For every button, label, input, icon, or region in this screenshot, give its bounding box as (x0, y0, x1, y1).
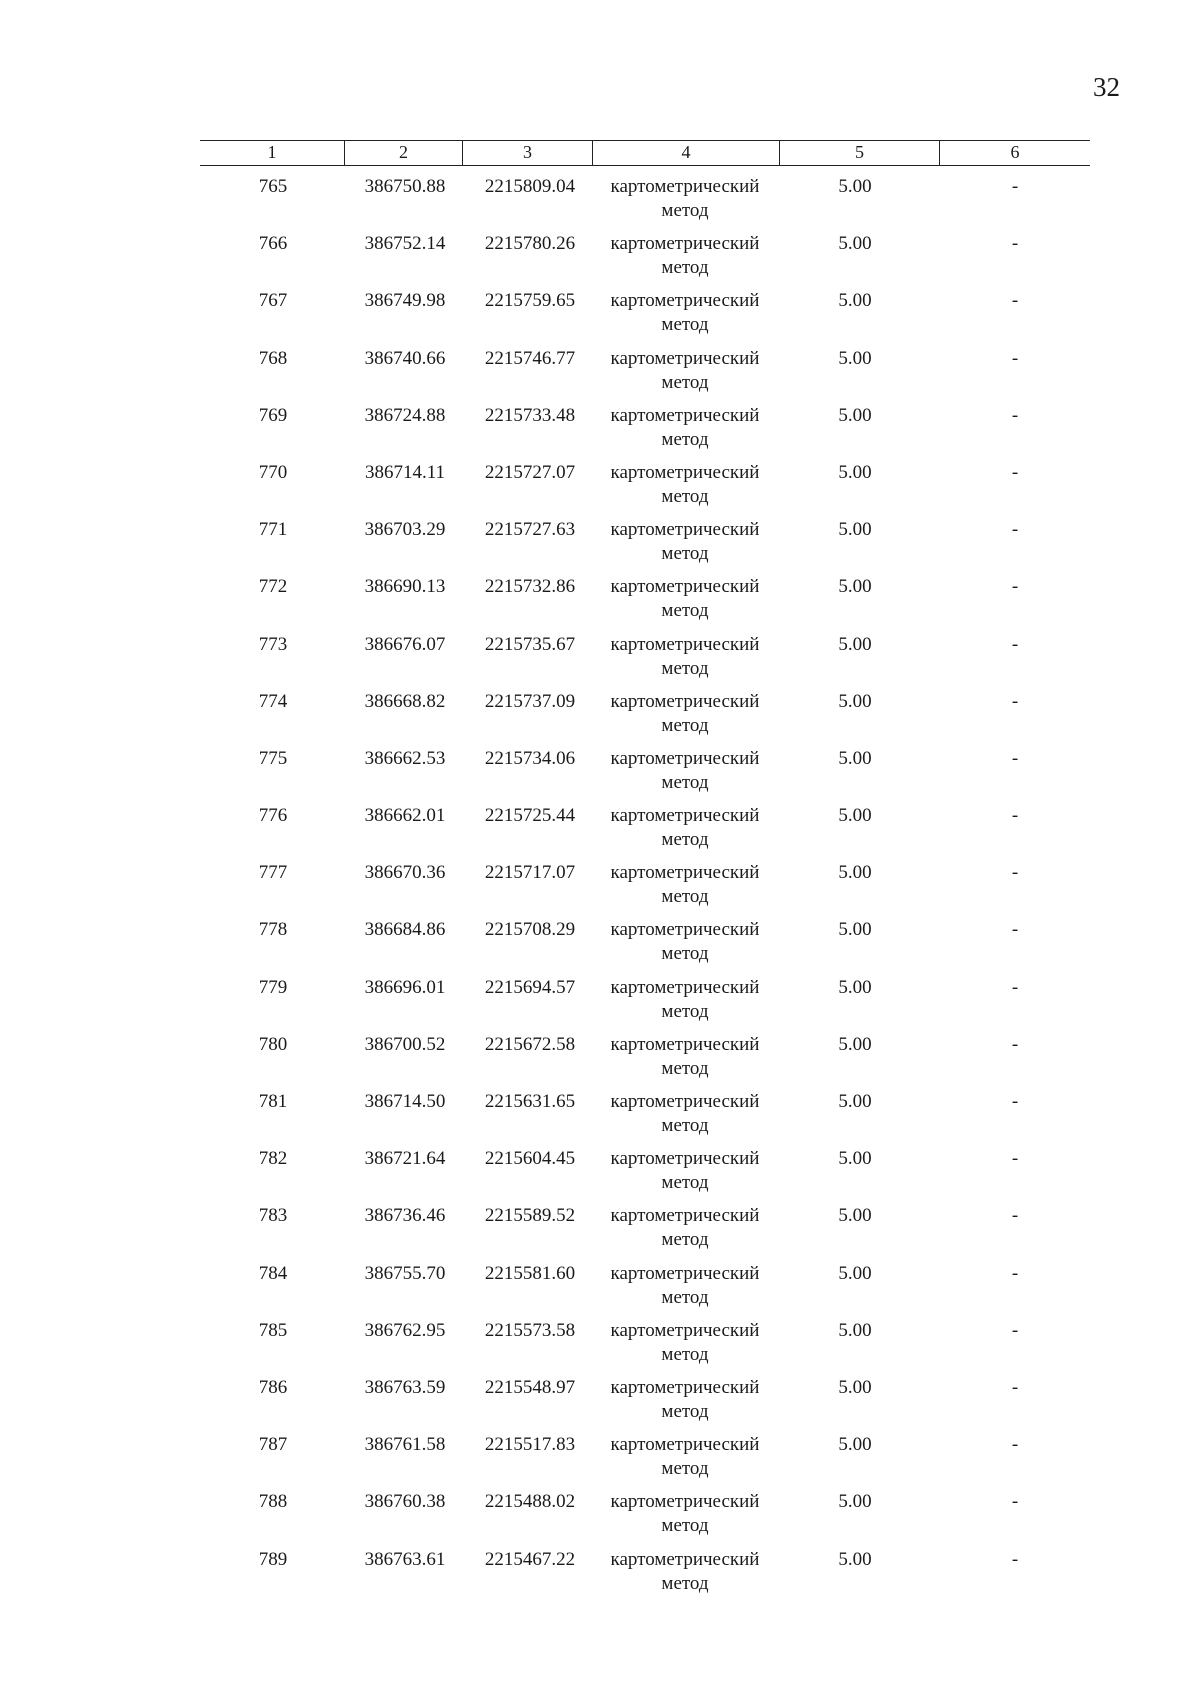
method-line-1: картометрический (610, 747, 760, 769)
method-line-2: метод (661, 714, 709, 736)
accuracy-value: 5.00 (838, 1491, 872, 1513)
accuracy-value: 5.00 (838, 576, 872, 598)
method-line-1: картометрический (610, 176, 760, 197)
method-line-2: метод (661, 314, 709, 336)
coord-y: 2215725.44 (484, 805, 576, 827)
coord-y: 2215488.02 (484, 1491, 576, 1513)
note-value: - (1011, 347, 1019, 369)
method-cell (595, 1376, 775, 1424)
header-col-5: 5 (780, 141, 940, 165)
point-number: 767 (258, 290, 288, 312)
coord-x: 386714.50 (364, 1091, 446, 1112)
note-value: - (1011, 461, 1019, 483)
accuracy-value: 5.00 (838, 1091, 872, 1112)
point-number: 787 (258, 1434, 288, 1456)
method-line-2: метод (661, 1000, 709, 1022)
method-line-1: картометрический (610, 404, 760, 426)
table-row (0, 518, 1200, 575)
coord-x: 386763.61 (364, 1548, 446, 1570)
note-value: - (1011, 1262, 1019, 1284)
method-line-1: картометрический (610, 461, 760, 483)
coord-x: 386755.70 (364, 1262, 446, 1284)
table-row (0, 1262, 1200, 1319)
coord-y: 2215517.83 (484, 1434, 576, 1456)
point-number: 783 (258, 1205, 288, 1227)
method-line-2: метод (661, 657, 709, 679)
method-line-1: картометрический (610, 290, 760, 312)
table-row (0, 1033, 1200, 1090)
coord-y: 2215581.60 (484, 1262, 576, 1284)
accuracy-value: 5.00 (838, 976, 872, 998)
table-row (0, 690, 1200, 747)
coord-y: 2215708.29 (484, 919, 576, 941)
note-value: - (1011, 290, 1019, 312)
accuracy-value: 5.00 (838, 1262, 872, 1284)
point-number: 770 (258, 461, 288, 483)
point-number: 773 (258, 633, 288, 655)
point-number: 778 (258, 919, 288, 941)
method-line-2: метод (661, 428, 709, 450)
note-value: - (1011, 1205, 1019, 1227)
method-line-1: картометрический (610, 919, 760, 941)
method-cell (595, 1090, 775, 1138)
table-row (0, 804, 1200, 861)
accuracy-value: 5.00 (838, 633, 872, 655)
method-line-2: метод (661, 1229, 709, 1251)
coord-x: 386714.11 (364, 461, 446, 483)
coord-x: 386662.01 (364, 805, 446, 827)
coord-x: 386740.66 (364, 347, 446, 369)
point-number: 784 (258, 1262, 288, 1284)
method-line-2: метод (661, 1172, 709, 1194)
table-row (0, 1490, 1200, 1547)
point-number: 772 (258, 576, 288, 598)
method-line-2: метод (661, 1515, 709, 1537)
accuracy-value: 5.00 (838, 919, 872, 941)
method-line-1: картометрический (610, 519, 760, 541)
method-line-1: картометрический (610, 347, 760, 369)
method-cell (595, 1548, 775, 1596)
method-line-1: картометрический (610, 1434, 760, 1456)
method-line-1: картометрический (610, 1376, 760, 1398)
coord-y: 2215631.65 (484, 1091, 576, 1112)
accuracy-value: 5.00 (838, 1148, 872, 1170)
accuracy-value: 5.00 (838, 461, 872, 483)
note-value: - (1011, 1548, 1019, 1570)
method-cell (595, 1490, 775, 1538)
method-line-1: картометрический (610, 1148, 760, 1170)
note-value: - (1011, 633, 1019, 655)
point-number: 782 (258, 1148, 288, 1170)
coord-x: 386670.36 (364, 862, 446, 884)
header-col-6: 6 (1010, 142, 1020, 162)
method-cell (595, 976, 775, 1024)
table-row (0, 347, 1200, 404)
table-row (0, 918, 1200, 975)
accuracy-value: 5.00 (838, 1434, 872, 1456)
table-row (0, 1090, 1200, 1147)
point-number: 788 (258, 1491, 288, 1513)
method-cell (595, 289, 775, 337)
method-line-2: метод (661, 829, 709, 851)
accuracy-value: 5.00 (838, 233, 872, 255)
accuracy-value: 5.00 (838, 1205, 872, 1227)
point-number: 786 (258, 1376, 288, 1398)
coord-y: 2215727.63 (484, 519, 576, 541)
point-number: 768 (258, 347, 288, 369)
coord-y: 2215672.58 (484, 1033, 576, 1055)
table-row (0, 976, 1200, 1033)
coord-x: 386750.88 (364, 176, 446, 197)
method-line-1: картометрический (610, 1262, 760, 1284)
coord-x: 386676.07 (364, 633, 446, 655)
method-line-2: метод (661, 943, 709, 965)
coord-y: 2215746.77 (484, 347, 576, 369)
method-line-1: картометрический (610, 805, 760, 827)
coord-y: 2215759.65 (484, 290, 576, 312)
method-line-1: картометрический (610, 1205, 760, 1227)
coord-y: 2215467.22 (484, 1548, 576, 1570)
note-value: - (1011, 976, 1019, 998)
accuracy-value: 5.00 (838, 1033, 872, 1055)
coord-x: 386700.52 (364, 1033, 446, 1055)
page-number: 32 (1093, 72, 1120, 102)
method-cell (595, 347, 775, 395)
note-value: - (1011, 1376, 1019, 1398)
accuracy-value: 5.00 (838, 519, 872, 541)
note-value: - (1011, 690, 1019, 712)
table-row (0, 289, 1200, 346)
table-row (0, 175, 1200, 232)
method-line-1: картометрический (610, 1033, 760, 1055)
coord-y: 2215573.58 (484, 1319, 576, 1341)
note-value: - (1011, 747, 1019, 769)
note-value: - (1011, 1491, 1019, 1513)
accuracy-value: 5.00 (838, 1376, 872, 1398)
method-line-2: метод (661, 1400, 709, 1422)
method-line-2: метод (661, 371, 709, 393)
method-cell (595, 918, 775, 966)
method-cell (595, 461, 775, 509)
table-row (0, 1204, 1200, 1261)
table-row (0, 404, 1200, 461)
note-value: - (1011, 1434, 1019, 1456)
coord-x: 386696.01 (364, 976, 446, 998)
point-number: 775 (258, 747, 288, 769)
coord-x: 386668.82 (364, 690, 446, 712)
table-row (0, 1319, 1200, 1376)
method-cell (595, 1204, 775, 1252)
method-line-2: метод (661, 1458, 709, 1480)
coord-x: 386760.38 (364, 1491, 446, 1513)
method-line-2: метод (661, 886, 709, 908)
header-col-2: 2 (345, 141, 463, 165)
coord-x: 386762.95 (364, 1319, 446, 1341)
coord-y: 2215735.67 (484, 633, 576, 655)
coord-y: 2215734.06 (484, 747, 576, 769)
method-line-2: метод (661, 1057, 709, 1079)
method-cell (595, 861, 775, 909)
table-row (0, 232, 1200, 289)
accuracy-value: 5.00 (838, 176, 872, 197)
table-row (0, 1376, 1200, 1433)
method-cell (595, 690, 775, 738)
note-value: - (1011, 404, 1019, 426)
table-header (200, 140, 1090, 166)
method-line-1: картометрический (610, 233, 760, 255)
method-line-2: метод (661, 1343, 709, 1365)
note-value: - (1011, 576, 1019, 598)
method-cell (595, 575, 775, 623)
method-cell (595, 633, 775, 681)
point-number: 769 (258, 404, 288, 426)
note-value: - (1011, 1148, 1019, 1170)
point-number: 766 (258, 233, 288, 255)
method-line-1: картометрический (610, 862, 760, 884)
coord-y: 2215809.04 (484, 176, 576, 197)
accuracy-value: 5.00 (838, 1319, 872, 1341)
point-number: 781 (258, 1091, 288, 1112)
accuracy-value: 5.00 (838, 347, 872, 369)
point-number: 765 (258, 176, 288, 197)
table-row (0, 747, 1200, 804)
accuracy-value: 5.00 (838, 690, 872, 712)
coord-y: 2215737.09 (484, 690, 576, 712)
method-cell (595, 1262, 775, 1310)
point-number: 771 (258, 519, 288, 541)
method-line-1: картометрический (610, 633, 760, 655)
coord-x: 386721.64 (364, 1148, 446, 1170)
table-row (0, 633, 1200, 690)
header-col-1: 1 (200, 141, 345, 165)
coord-x: 386703.29 (364, 519, 446, 541)
note-value: - (1011, 176, 1019, 197)
method-cell (595, 232, 775, 280)
method-cell (595, 1147, 775, 1195)
coord-x: 386761.58 (364, 1434, 446, 1456)
method-line-1: картометрический (610, 1491, 760, 1513)
table-row (0, 461, 1200, 518)
point-number: 785 (258, 1319, 288, 1341)
method-line-1: картометрический (610, 1548, 760, 1570)
method-line-2: метод (661, 543, 709, 565)
coord-x: 386684.86 (364, 919, 446, 941)
note-value: - (1011, 1091, 1019, 1112)
point-number: 777 (258, 862, 288, 884)
coord-x: 386749.98 (364, 290, 446, 312)
method-line-2: метод (661, 600, 709, 622)
table-body (0, 175, 1200, 1605)
method-line-2: метод (661, 200, 709, 221)
coord-y: 2215732.86 (484, 576, 576, 598)
coord-y: 2215548.97 (484, 1376, 576, 1398)
point-number: 789 (258, 1548, 288, 1570)
accuracy-value: 5.00 (838, 805, 872, 827)
method-cell (595, 518, 775, 566)
table-row (0, 861, 1200, 918)
method-line-1: картометрический (610, 576, 760, 598)
method-cell (595, 747, 775, 795)
method-line-2: метод (661, 485, 709, 507)
method-line-1: картометрический (610, 1319, 760, 1341)
method-line-1: картометрический (610, 1091, 760, 1112)
table-row (0, 1433, 1200, 1490)
accuracy-value: 5.00 (838, 747, 872, 769)
accuracy-value: 5.00 (838, 404, 872, 426)
accuracy-value: 5.00 (838, 1548, 872, 1570)
note-value: - (1011, 919, 1019, 941)
accuracy-value: 5.00 (838, 290, 872, 312)
point-number: 779 (258, 976, 288, 998)
table-row (0, 1147, 1200, 1204)
coord-y: 2215733.48 (484, 404, 576, 426)
method-line-2: метод (661, 771, 709, 793)
coord-x: 386662.53 (364, 747, 446, 769)
point-number: 776 (258, 805, 288, 827)
note-value: - (1011, 805, 1019, 827)
method-cell (595, 804, 775, 852)
method-cell (595, 1033, 775, 1081)
table-row (0, 575, 1200, 632)
coord-x: 386724.88 (364, 404, 446, 426)
method-cell (595, 1319, 775, 1367)
coord-x: 386763.59 (364, 1376, 446, 1398)
method-line-2: метод (661, 1572, 709, 1594)
header-col-4: 4 (593, 141, 780, 165)
coord-x: 386690.13 (364, 576, 446, 598)
coord-y: 2215589.52 (484, 1205, 576, 1227)
method-line-1: картометрический (610, 976, 760, 998)
accuracy-value: 5.00 (838, 862, 872, 884)
method-line-1: картометрический (610, 690, 760, 712)
note-value: - (1011, 862, 1019, 884)
point-number: 774 (258, 690, 288, 712)
method-cell (595, 175, 775, 223)
method-line-2: метод (661, 1115, 709, 1136)
note-value: - (1011, 1319, 1019, 1341)
header-col-3: 3 (463, 141, 593, 165)
coord-y: 2215694.57 (484, 976, 576, 998)
coord-x: 386752.14 (364, 233, 446, 255)
note-value: - (1011, 233, 1019, 255)
coord-y: 2215727.07 (484, 461, 576, 483)
note-value: - (1011, 1033, 1019, 1055)
note-value: - (1011, 519, 1019, 541)
method-cell (595, 1433, 775, 1481)
coord-y: 2215604.45 (484, 1148, 576, 1170)
point-number: 780 (258, 1033, 288, 1055)
coord-y: 2215780.26 (484, 233, 576, 255)
coord-y: 2215717.07 (484, 862, 576, 884)
method-line-2: метод (661, 257, 709, 279)
table-row (0, 1548, 1200, 1605)
method-cell (595, 404, 775, 452)
coord-x: 386736.46 (364, 1205, 446, 1227)
method-line-2: метод (661, 1286, 709, 1308)
